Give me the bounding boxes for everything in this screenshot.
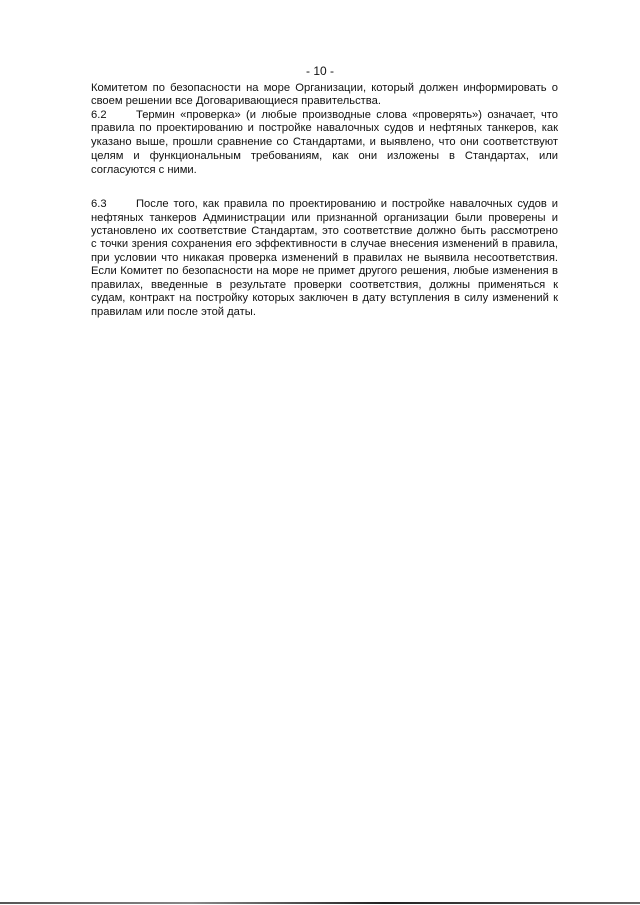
- text-line: Если Комитет по безопасности на море не примет другого решения, любые изменения в: [91, 265, 558, 277]
- text-line: своем решении все Договаривающиеся правительства.: [91, 95, 381, 107]
- text-line: нефтяных танкеров Администрации или признанной организации были проверены и: [91, 212, 558, 224]
- text-line: правилах, введенные в результате проверки соответствия, должны применяться к: [91, 279, 558, 291]
- text-line: правила по проектированию и постройке навалочных судов и нефтяных танкеров, как: [91, 122, 558, 134]
- text-line: целям и функциональным требованиям, как они изложены в Стандартах, или: [91, 150, 558, 162]
- section-6-3-first-line: [91, 198, 558, 211]
- section-number: 6.2: [91, 109, 107, 121]
- page-number: - 10 -: [305, 64, 334, 78]
- text-line: установлено их соответствие Стандартам, это соответствие должно быть рассмотрено: [91, 225, 558, 237]
- section-6-2-first-line: [91, 109, 558, 122]
- text-line: с точки зрения сохранения его эффективности в случае внесения изменений в правила,: [91, 238, 558, 250]
- text-line: согласуются с ними.: [91, 164, 197, 176]
- text-line: Термин «проверка» (и любые производные слова «проверять») означает, что: [136, 109, 558, 121]
- text-line: Комитетом по безопасности на море Организации, который должен информировать о: [91, 82, 558, 94]
- text-line: правилам или после этой даты.: [91, 306, 256, 318]
- text-line: при условии что никакая проверка изменений в правилах не выявила несоответствия.: [91, 252, 558, 264]
- scan-edge-line: [0, 902, 640, 904]
- text-line: указано выше, прошли сравнение со Стандартами, и выявлено, что они соответствуют: [91, 136, 558, 148]
- text-line: судам, контракт на постройку которых заключен в дату вступления в силу изменений к: [91, 292, 558, 304]
- text-line: После того, как правила по проектированию и постройке навалочных судов и: [136, 198, 558, 210]
- section-number: 6.3: [91, 198, 107, 210]
